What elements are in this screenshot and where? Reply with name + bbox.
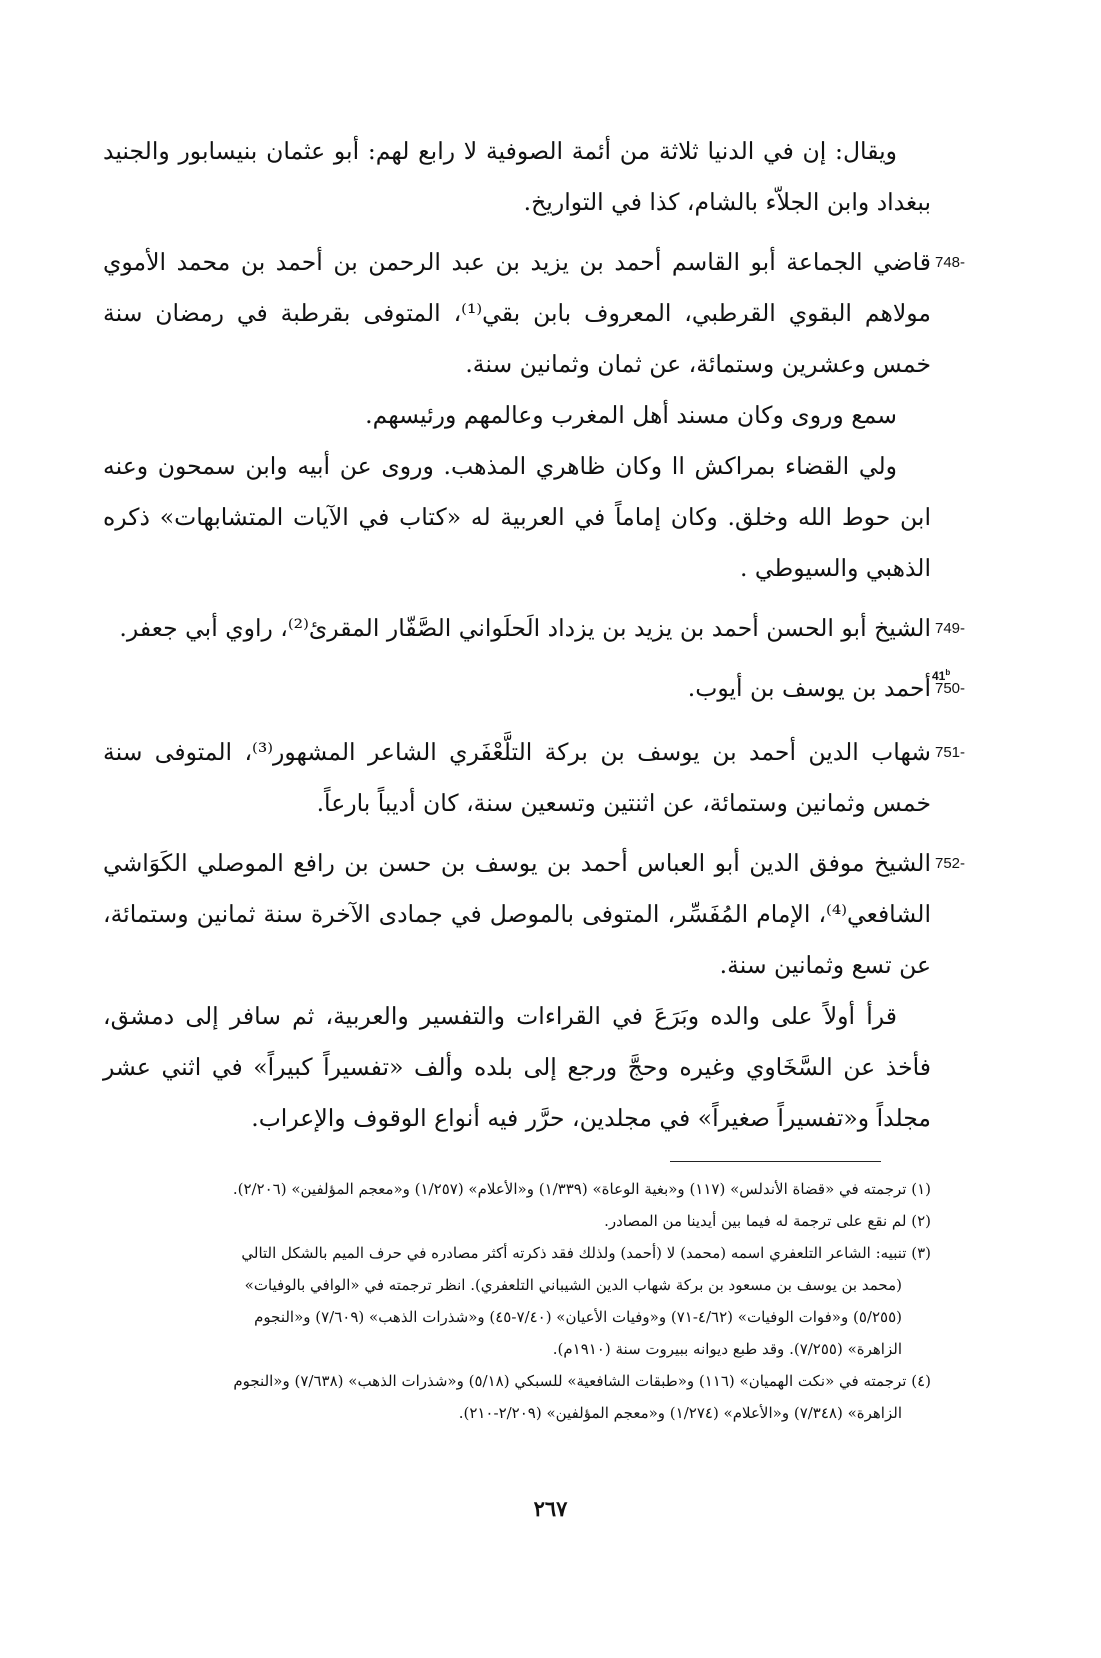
footnote-4: (٤) ترجمته في «نكت الهميان» (١١٦) و«طبقات الشافعية» للسبكي (٥/١٨) و«شذرات الذهب» (٧/٦٣٨) و«النجوم bbox=[233, 1372, 931, 1390]
entry-text: الشيخ موفق الدين أبو العباس أحمد بن يوسف بن حسن بن رافع الموصلي الكَوَاشي الشافعي⁽⁴⁾، الإمام المُفَسِّر، المتوفى بالموصل في جمادى الآخرة سنة ثمانين وستمائة، عن تسع وثمانين سنة. bbox=[103, 849, 931, 979]
entry-748-paragraph-3: ولي القضاء بمراكش اا وكان ظاهري المذهب. وروى عن أبيه وابن سمحون وعنه ابن حوط الله وخلق. وكان إماماً في العربية له «كتاب في الآيات المتشابهات» ذكره الذهبي والسيوطي . bbox=[103, 452, 931, 582]
entry-752 bbox=[103, 838, 966, 991]
manuscript-folio-marker: 41$^b$ bbox=[932, 668, 951, 683]
entry-748-paragraph-2: سمع وروى وكان مسند أهل المغرب وعالمهم ورئيسهم. bbox=[365, 401, 897, 429]
entry-text: الشيخ أبو الحسن أحمد بن يزيد بن يزداد الَحلَواني الصَّفّار المقرئ⁽²⁾، راوي أبي جعفر. bbox=[119, 614, 931, 642]
footnote-3-line-4: الزاهرة» (٧/٢٥٥). وقد طبع ديوانه ببيروت سنة (١٩١٠م). bbox=[552, 1340, 902, 1358]
entry-752-paragraph-2: قرأ أولاً على والده وبَرَعَ في القراءات والتفسير والعربية، ثم سافر إلى دمشق، فأخذ عن السَّخَاوي وغيره وحجَّ ورجع إلى بلده وألف «تفسيراً كبيراً» في اثني عشر مجلداً و«تفسيراً صغيراً» في مجلدين، حرَّر فيه أنواع الوقوف والإعراب. bbox=[103, 1002, 931, 1132]
footnote-3: (٣) تنبيه: الشاعر التلعفري اسمه (محمد) لا (أحمد) ولذلك فقد ذكرته أكثر مصادره في حرف الميم بالشكل التالي bbox=[241, 1244, 931, 1262]
entry-text: أحمد بن يوسف بن أيوب. bbox=[687, 674, 931, 702]
entry-number: 752- bbox=[935, 855, 966, 872]
footnote-2: (٢) لم نقع على ترجمة له فيما بين أيدينا من المصادر. bbox=[604, 1212, 931, 1230]
footnote-3-line-3: (٥/٢٥٥) و«فوات الوفيات» (٤/٦٢-٧١) و«وفيات الأعيان» (٧/٤٠-٤٥) و«شذرات الذهب» (٧/٦٠٩) و«النجوم bbox=[254, 1308, 902, 1326]
footnotes bbox=[103, 1173, 931, 1429]
entry-749 bbox=[103, 603, 966, 654]
page-number: ٢٦٧ bbox=[533, 1496, 568, 1521]
entry-number: 750- bbox=[935, 680, 966, 697]
footnote-1: (١) ترجمته في «قضاة الأندلس» (١١٧) و«بغية الوعاة» (١/٣٣٩) و«الأعلام» (١/٢٥٧) و«معجم المؤلفين» (٢/٢٠٦). bbox=[232, 1180, 931, 1198]
footnote-divider bbox=[670, 1161, 881, 1162]
footnote-3-line-2: (محمد بن يوسف بن مسعود بن بركة شهاب الدين الشيباني التلعفري). انظر ترجمته في «الوافي بالوفيات» bbox=[244, 1276, 902, 1294]
footnote-4-line-2: الزاهرة» (٧/٣٤٨) و«الأعلام» (١/٢٧٤) و«معجم المؤلفين» (٢/٢٠٩-٢١٠). bbox=[458, 1404, 902, 1422]
entry-text: شهاب الدين أحمد بن يوسف بن بركة التلَّعْفَري الشاعر المشهور⁽³⁾، المتوفى سنة خمس وثمانين وستمائة، عن اثنتين وتسعين سنة، كان أديباً بارعاً. bbox=[103, 738, 931, 817]
entry-number: 748- bbox=[935, 254, 966, 271]
entry-text: قاضي الجماعة أبو القاسم أحمد بن يزيد بن عبد الرحمن بن أحمد بن محمد الأموي مولاهم البقوي القرطبي، المعروف بابن بقي⁽¹⁾، المتوفى بقرطبة في رمضان سنة خمس وعشرين وستمائة، عن ثمان وثمانين سنة. bbox=[103, 248, 931, 378]
entry-748 bbox=[103, 237, 966, 390]
entry-751 bbox=[103, 727, 966, 829]
intro-paragraph: ويقال: إن في الدنيا ثلاثة من أئمة الصوفية لا رابع لهم: أبو عثمان بنيسابور والجنيد ببغداد وابن الجلاّء بالشام، كذا في التواريخ. bbox=[103, 137, 931, 216]
entry-number: 749- bbox=[935, 620, 966, 637]
entry-number: 751- bbox=[935, 744, 966, 761]
